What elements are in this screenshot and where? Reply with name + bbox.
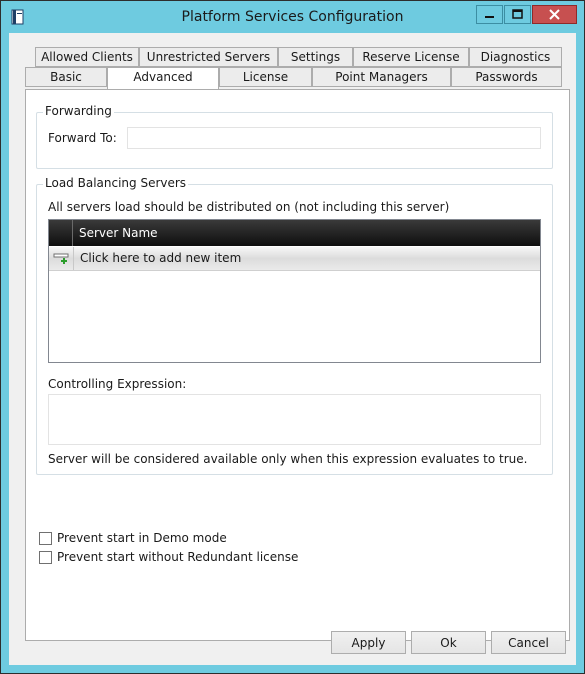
- close-icon: [533, 6, 576, 23]
- tab-allowed-clients[interactable]: Allowed Clients: [35, 47, 139, 67]
- cancel-button[interactable]: Cancel: [491, 631, 566, 654]
- tab-settings[interactable]: Settings: [278, 47, 353, 67]
- minimize-button[interactable]: [476, 5, 503, 24]
- grid-header: [49, 220, 540, 246]
- tab-reserve-license[interactable]: Reserve License: [353, 47, 469, 67]
- controlling-expression-note: Server will be considered available only when this expression evaluates to true.: [48, 452, 528, 466]
- dialog-body: [9, 33, 576, 665]
- maximize-button[interactable]: [504, 5, 531, 24]
- tab-unrestricted-servers[interactable]: Unrestricted Servers: [139, 47, 278, 67]
- tab-advanced[interactable]: Advanced: [107, 67, 219, 89]
- tab-point-managers[interactable]: Point Managers: [312, 67, 451, 87]
- servers-grid[interactable]: [48, 219, 541, 363]
- add-row-icon: [49, 247, 74, 270]
- load-balancing-group: [36, 176, 553, 475]
- server-name-column-header[interactable]: Server Name: [79, 226, 158, 240]
- ok-button[interactable]: Ok: [411, 631, 486, 654]
- maximize-icon: [505, 6, 530, 23]
- minimize-icon: [477, 6, 502, 23]
- tab-license[interactable]: License: [219, 67, 312, 87]
- close-button[interactable]: [532, 5, 577, 24]
- forward-to-input[interactable]: [127, 127, 541, 149]
- tab-basic[interactable]: Basic: [25, 67, 107, 87]
- window-title: Platform Services Configuration: [181, 9, 404, 25]
- add-new-item-text: Click here to add new item: [80, 251, 242, 265]
- forwarding-group: [36, 104, 553, 169]
- controlling-expression-input[interactable]: [48, 394, 541, 445]
- demo-mode-checkbox[interactable]: [39, 532, 52, 545]
- add-new-item-row[interactable]: [49, 247, 540, 271]
- apply-button[interactable]: Apply: [331, 631, 406, 654]
- load-balancing-description: All servers load should be distributed on (not including this server): [48, 200, 450, 214]
- controlling-expression-label: Controlling Expression:: [48, 377, 187, 391]
- advanced-tab-panel: [25, 89, 570, 641]
- redundant-license-label[interactable]: Prevent start without Redundant license: [57, 550, 299, 564]
- tab-passwords[interactable]: Passwords: [451, 67, 562, 87]
- redundant-license-checkbox[interactable]: [39, 551, 52, 564]
- grid-corner-cell[interactable]: [49, 220, 73, 246]
- forward-to-label: Forward To:: [48, 131, 117, 145]
- demo-mode-label[interactable]: Prevent start in Demo mode: [57, 531, 227, 545]
- forwarding-legend: Forwarding: [45, 104, 112, 118]
- title-bar[interactable]: [1, 1, 584, 33]
- tab-diagnostics[interactable]: Diagnostics: [469, 47, 562, 67]
- load-balancing-legend: Load Balancing Servers: [45, 176, 187, 190]
